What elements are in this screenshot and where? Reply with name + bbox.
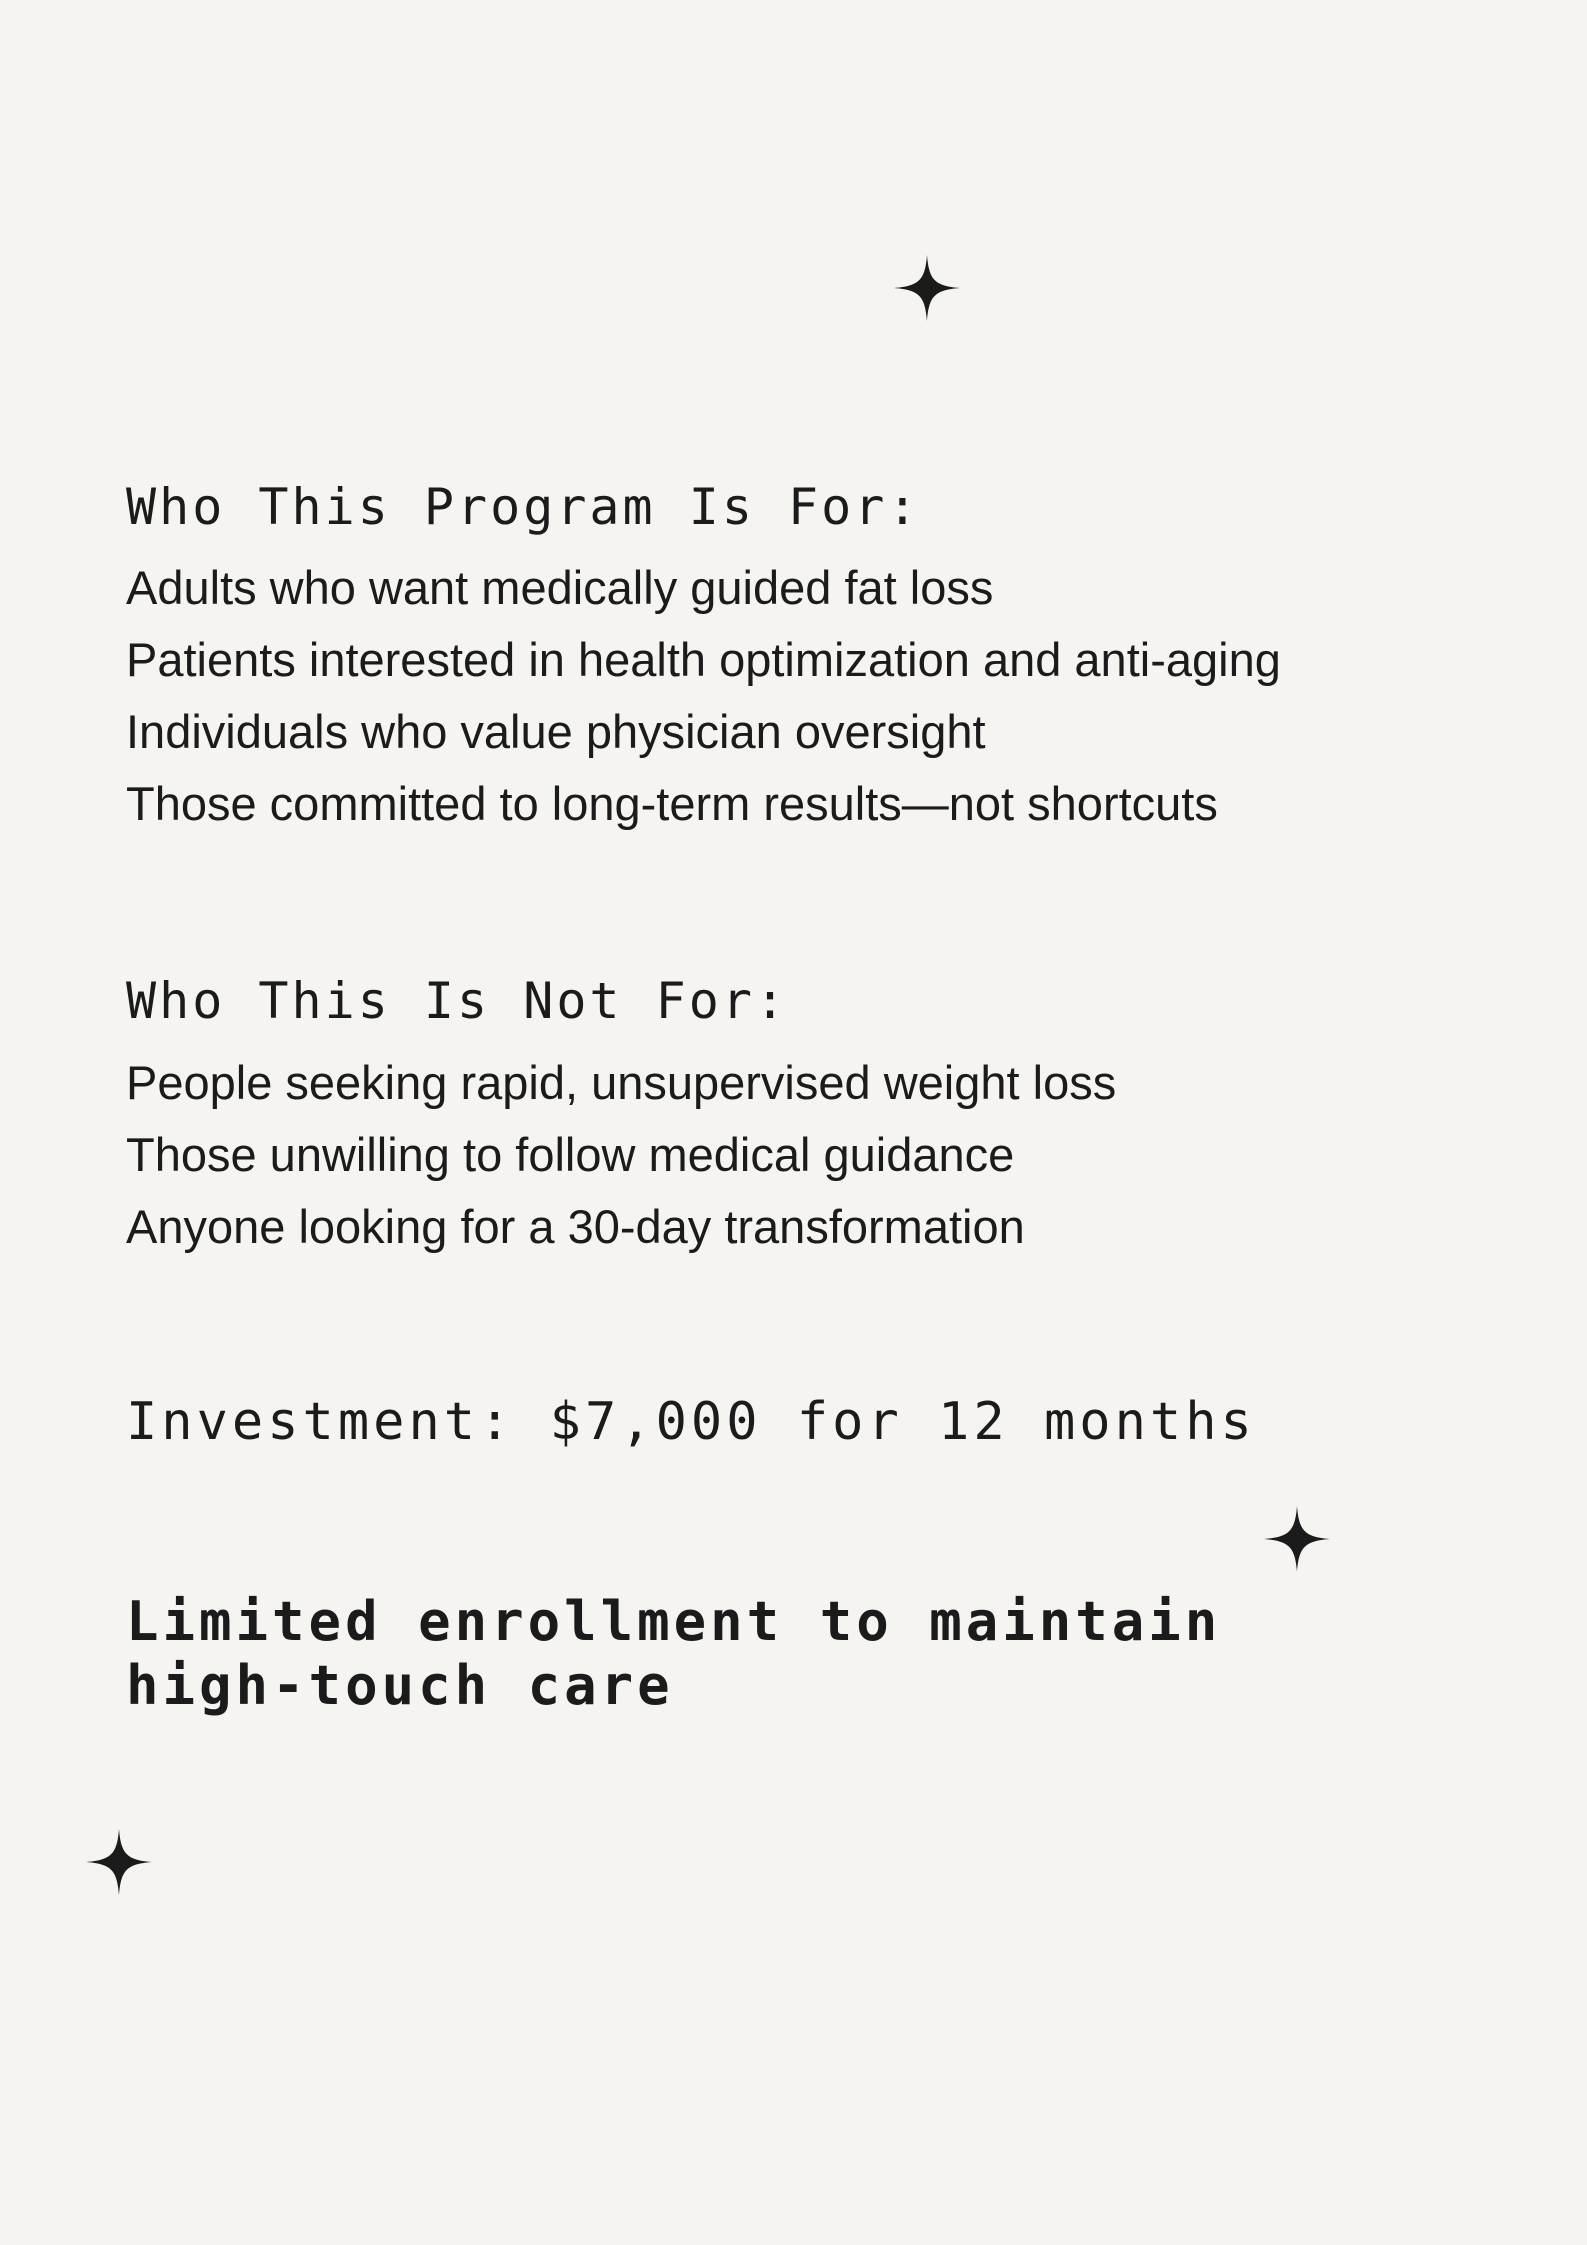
- who-not-for-list: [126, 1047, 1116, 1263]
- list-item: Adults who want medically guided fat loss: [126, 561, 994, 614]
- list-item: People seeking rapid, unsupervised weight loss: [126, 1056, 1117, 1109]
- four-point-star-icon: [1264, 1506, 1330, 1572]
- list-item: Those committed to long-term results—not shortcuts: [126, 777, 1218, 830]
- four-point-star-icon: [894, 255, 960, 321]
- investment-price: Investment: $7,000 for 12 months: [126, 1392, 1256, 1452]
- list-item: Patients interested in health optimization and anti-aging: [126, 633, 1281, 686]
- list-item: Anyone looking for a 30-day transformation: [126, 1200, 1025, 1253]
- list-item: Individuals who value physician oversight: [126, 705, 986, 758]
- four-point-star-icon: [86, 1829, 152, 1895]
- who-not-for-heading: Who This Is Not For:: [126, 972, 789, 1030]
- list-item: Those unwilling to follow medical guidance: [126, 1128, 1015, 1181]
- who-for-heading: Who This Program Is For:: [126, 478, 921, 536]
- enrollment-note: Limited enrollment to maintain high-touch care: [126, 1590, 1222, 1717]
- who-for-list: [126, 552, 1281, 840]
